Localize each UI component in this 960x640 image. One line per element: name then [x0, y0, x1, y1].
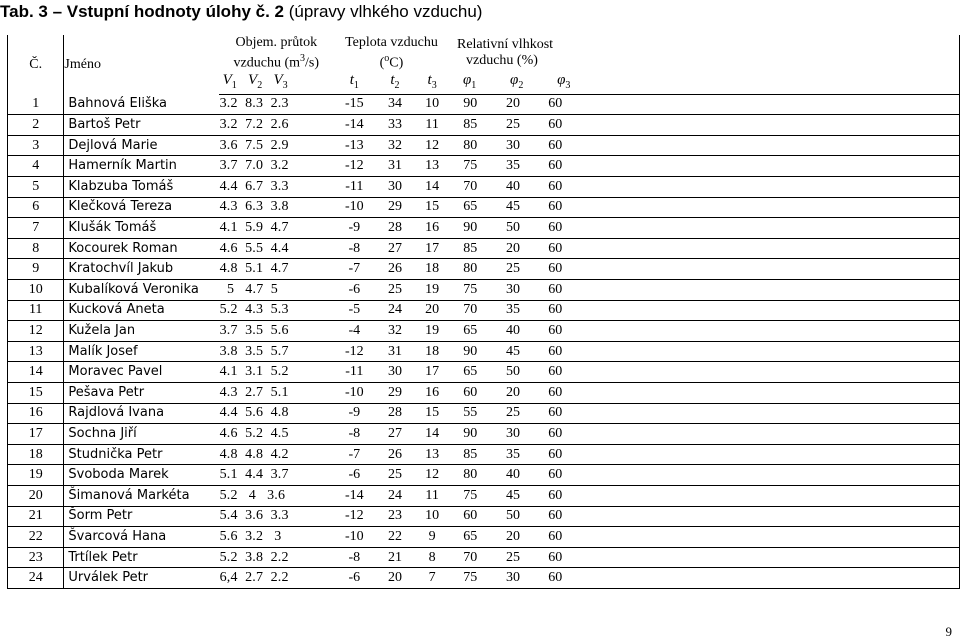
temp-t2: 28 — [375, 218, 416, 239]
row-number: 22 — [8, 527, 64, 548]
temp-t2: 25 — [375, 280, 416, 301]
temp-t3: 20 — [415, 300, 449, 321]
temp-t1: -10 — [334, 197, 375, 218]
temp-t3: 15 — [415, 403, 449, 424]
humidity-phi3: 60 — [534, 218, 959, 239]
humidity-phi1: 75 — [449, 280, 492, 301]
student-name: Kocourek Roman — [64, 238, 219, 259]
humidity-phi3: 60 — [534, 568, 959, 589]
humidity-phi1: 55 — [449, 403, 492, 424]
humidity-phi1: 65 — [449, 362, 492, 383]
flow-values: 4.4 5.6 4.8 — [219, 403, 334, 424]
temp-t1: -10 — [334, 382, 375, 403]
input-values-table — [7, 35, 960, 589]
header-temp-line1: Teplota vzduchu — [345, 35, 438, 50]
row-number: 7 — [8, 218, 64, 239]
table-row — [8, 300, 960, 321]
temp-t2: 34 — [375, 94, 416, 115]
row-number: 3 — [8, 135, 64, 156]
humidity-phi1: 80 — [449, 465, 492, 486]
humidity-phi3: 60 — [534, 444, 959, 465]
header-temp-line2: ($^o$C) — [379, 53, 404, 71]
humidity-phi2: 40 — [492, 321, 535, 342]
temp-t1: -10 — [334, 527, 375, 548]
header-t2: $t_2$ — [375, 72, 416, 95]
row-number: 5 — [8, 177, 64, 198]
header-hum-line1: Relativní vlhkost — [456, 37, 554, 53]
row-number: 16 — [8, 403, 64, 424]
humidity-phi1: 80 — [449, 259, 492, 280]
temp-t2: 24 — [375, 485, 416, 506]
temp-t1: -6 — [334, 280, 375, 301]
humidity-phi3: 60 — [534, 403, 959, 424]
humidity-phi2: 35 — [492, 156, 535, 177]
header-name: Jméno — [64, 56, 101, 72]
table-body — [8, 94, 960, 588]
header-t1: $t_1$ — [334, 72, 375, 95]
student-name: Klabzuba Tomáš — [64, 177, 219, 198]
header-hum-line2: vzduchu (%) — [465, 53, 538, 69]
table-row — [8, 403, 960, 424]
temp-t1: -11 — [334, 177, 375, 198]
humidity-phi1: 85 — [449, 444, 492, 465]
temp-t2: 28 — [375, 403, 416, 424]
humidity-phi2: 45 — [492, 341, 535, 362]
humidity-phi1: 65 — [449, 321, 492, 342]
temp-t3: 18 — [415, 259, 449, 280]
humidity-phi2: 40 — [492, 465, 535, 486]
student-name: Studnička Petr — [64, 444, 219, 465]
humidity-phi2: 30 — [492, 135, 535, 156]
temp-t1: -14 — [334, 485, 375, 506]
student-name: Hamerník Martin — [64, 156, 219, 177]
humidity-phi2: 30 — [492, 568, 535, 589]
temp-t2: 29 — [375, 382, 416, 403]
humidity-phi2: 25 — [492, 403, 535, 424]
temp-t2: 24 — [375, 300, 416, 321]
table-row — [8, 465, 960, 486]
temp-t1: -6 — [334, 568, 375, 589]
humidity-phi3: 60 — [534, 197, 959, 218]
temp-t1: -5 — [334, 300, 375, 321]
table-row — [8, 527, 960, 548]
page-number: 9 — [945, 624, 952, 639]
temp-t3: 12 — [415, 465, 449, 486]
humidity-phi1: 70 — [449, 177, 492, 198]
humidity-phi2: 20 — [492, 238, 535, 259]
temp-t3: 15 — [415, 197, 449, 218]
humidity-phi3: 60 — [534, 94, 959, 115]
humidity-phi1: 60 — [449, 506, 492, 527]
humidity-phi2: 35 — [492, 444, 535, 465]
table-row — [8, 568, 960, 589]
student-name: Sochna Jiří — [64, 424, 219, 445]
table-row — [8, 547, 960, 568]
temp-t1: -7 — [334, 444, 375, 465]
humidity-phi1: 85 — [449, 115, 492, 136]
row-number: 21 — [8, 506, 64, 527]
row-number: 20 — [8, 485, 64, 506]
temp-t3: 8 — [415, 547, 449, 568]
temp-t2: 30 — [375, 177, 416, 198]
humidity-phi2: 25 — [492, 115, 535, 136]
humidity-phi2: 45 — [492, 197, 535, 218]
humidity-phi2: 25 — [492, 259, 535, 280]
flow-values: 5.6 3.2 3 — [219, 527, 334, 548]
humidity-phi3: 60 — [534, 424, 959, 445]
temp-t3: 11 — [415, 485, 449, 506]
humidity-phi1: 70 — [449, 547, 492, 568]
temp-t2: 25 — [375, 465, 416, 486]
humidity-phi1: 90 — [449, 94, 492, 115]
table-row — [8, 485, 960, 506]
humidity-phi3: 60 — [534, 238, 959, 259]
table-row — [8, 444, 960, 465]
table-row — [8, 424, 960, 445]
table-row — [8, 94, 960, 115]
humidity-phi3: 60 — [534, 382, 959, 403]
temp-t3: 17 — [415, 238, 449, 259]
humidity-phi3: 60 — [534, 547, 959, 568]
row-number: 23 — [8, 547, 64, 568]
header-num: Č. — [8, 35, 64, 94]
row-number: 13 — [8, 341, 64, 362]
humidity-phi3: 60 — [534, 506, 959, 527]
table-row — [8, 238, 960, 259]
temp-t3: 16 — [415, 218, 449, 239]
header-phi: $\varphi_1$ $\varphi_2$ $\varphi_3$ — [449, 72, 960, 95]
humidity-phi2: 35 — [492, 300, 535, 321]
flow-values: 5.2 4.3 5.3 — [219, 300, 334, 321]
table-row — [8, 135, 960, 156]
temp-t2: 22 — [375, 527, 416, 548]
header-flow — [219, 35, 334, 72]
table-row — [8, 280, 960, 301]
flow-values: 4.8 5.1 4.7 — [219, 259, 334, 280]
humidity-phi2: 50 — [492, 506, 535, 527]
humidity-phi3: 60 — [534, 527, 959, 548]
flow-values: 4.3 2.7 5.1 — [219, 382, 334, 403]
temp-t3: 7 — [415, 568, 449, 589]
temp-t2: 31 — [375, 341, 416, 362]
humidity-phi1: 65 — [449, 197, 492, 218]
student-name: Bartoš Petr — [64, 115, 219, 136]
flow-values: 3.2 8.3 2.3 — [219, 94, 334, 115]
student-name: Šimanová Markéta — [64, 485, 219, 506]
temp-t1: -4 — [334, 321, 375, 342]
temp-t3: 17 — [415, 362, 449, 383]
row-number: 4 — [8, 156, 64, 177]
temp-t1: -14 — [334, 115, 375, 136]
student-name: Trtílek Petr — [64, 547, 219, 568]
flow-values: 4.1 5.9 4.7 — [219, 218, 334, 239]
temp-t2: 26 — [375, 444, 416, 465]
humidity-phi1: 90 — [449, 341, 492, 362]
temp-t2: 21 — [375, 547, 416, 568]
table-row — [8, 259, 960, 280]
humidity-phi3: 60 — [534, 115, 959, 136]
student-name: Klečková Tereza — [64, 197, 219, 218]
header-volumes: $V_1$ $V_2$ $V_3$ — [219, 72, 334, 95]
student-name: Bahnová Eliška — [64, 94, 219, 115]
row-number: 9 — [8, 259, 64, 280]
temp-t2: 29 — [375, 197, 416, 218]
student-name: Kucková Aneta — [64, 300, 219, 321]
humidity-phi3: 60 — [534, 465, 959, 486]
flow-values: 5 4.7 5 — [219, 280, 334, 301]
temp-t1: -12 — [334, 341, 375, 362]
temp-t3: 14 — [415, 424, 449, 445]
student-name: Malík Josef — [64, 341, 219, 362]
student-name: Moravec Pavel — [64, 362, 219, 383]
row-number: 14 — [8, 362, 64, 383]
temp-t3: 13 — [415, 156, 449, 177]
humidity-phi2: 25 — [492, 547, 535, 568]
row-number: 8 — [8, 238, 64, 259]
humidity-phi3: 60 — [534, 280, 959, 301]
flow-values: 3.7 3.5 5.6 — [219, 321, 334, 342]
temp-t1: -6 — [334, 465, 375, 486]
humidity-phi2: 40 — [492, 177, 535, 198]
student-name: Šorm Petr — [64, 506, 219, 527]
row-number: 11 — [8, 300, 64, 321]
header-temp — [334, 35, 449, 72]
humidity-phi2: 30 — [492, 424, 535, 445]
temp-t3: 9 — [415, 527, 449, 548]
header-t3: $t_3$ — [415, 72, 449, 95]
temp-t2: 32 — [375, 321, 416, 342]
humidity-phi1: 80 — [449, 135, 492, 156]
student-name: Rajdlová Ivana — [64, 403, 219, 424]
header-humidity — [449, 35, 960, 72]
temp-t2: 20 — [375, 568, 416, 589]
humidity-phi1: 75 — [449, 485, 492, 506]
temp-t3: 14 — [415, 177, 449, 198]
flow-values: 4.4 6.7 3.3 — [219, 177, 334, 198]
student-name: Klušák Tomáš — [64, 218, 219, 239]
table-row — [8, 321, 960, 342]
flow-values: 4.3 6.3 3.8 — [219, 197, 334, 218]
temp-t3: 18 — [415, 341, 449, 362]
table-row — [8, 177, 960, 198]
temp-t2: 27 — [375, 238, 416, 259]
humidity-phi3: 60 — [534, 341, 959, 362]
row-number: 17 — [8, 424, 64, 445]
temp-t3: 10 — [415, 506, 449, 527]
table-row — [8, 382, 960, 403]
humidity-phi3: 60 — [534, 259, 959, 280]
humidity-phi3: 60 — [534, 321, 959, 342]
temp-t2: 30 — [375, 362, 416, 383]
row-number: 1 — [8, 94, 64, 115]
temp-t1: -7 — [334, 259, 375, 280]
flow-values: 4.6 5.2 4.5 — [219, 424, 334, 445]
student-name: Kužela Jan — [64, 321, 219, 342]
temp-t1: -11 — [334, 362, 375, 383]
table-row — [8, 218, 960, 239]
temp-t3: 19 — [415, 321, 449, 342]
student-name: Pešava Petr — [64, 382, 219, 403]
flow-values: 3.8 3.5 5.7 — [219, 341, 334, 362]
caption-normal: (úpravy vlhkého vzduchu) — [284, 2, 483, 21]
table-row — [8, 362, 960, 383]
flow-values: 4.1 3.1 5.2 — [219, 362, 334, 383]
temp-t2: 31 — [375, 156, 416, 177]
temp-t3: 12 — [415, 135, 449, 156]
temp-t3: 11 — [415, 115, 449, 136]
humidity-phi1: 90 — [449, 424, 492, 445]
humidity-phi1: 85 — [449, 238, 492, 259]
table-caption — [0, 2, 482, 22]
humidity-phi3: 60 — [534, 485, 959, 506]
humidity-phi2: 50 — [492, 362, 535, 383]
humidity-phi2: 20 — [492, 382, 535, 403]
flow-values: 3.6 7.5 2.9 — [219, 135, 334, 156]
student-name: Kratochvíl Jakub — [64, 259, 219, 280]
flow-values: 4.8 4.8 4.2 — [219, 444, 334, 465]
row-number: 2 — [8, 115, 64, 136]
table-row — [8, 197, 960, 218]
temp-t3: 16 — [415, 382, 449, 403]
temp-t1: -12 — [334, 506, 375, 527]
row-number: 10 — [8, 280, 64, 301]
table-row — [8, 506, 960, 527]
flow-values: 5.4 3.6 3.3 — [219, 506, 334, 527]
temp-t3: 13 — [415, 444, 449, 465]
row-number: 19 — [8, 465, 64, 486]
temp-t1: -8 — [334, 238, 375, 259]
humidity-phi2: 45 — [492, 485, 535, 506]
student-name: Urválek Petr — [64, 568, 219, 589]
humidity-phi3: 60 — [534, 177, 959, 198]
temp-t2: 26 — [375, 259, 416, 280]
humidity-phi1: 60 — [449, 382, 492, 403]
humidity-phi2: 20 — [492, 94, 535, 115]
temp-t1: -8 — [334, 424, 375, 445]
humidity-phi1: 65 — [449, 527, 492, 548]
temp-t1: -15 — [334, 94, 375, 115]
humidity-phi1: 75 — [449, 568, 492, 589]
student-name: Svoboda Marek — [64, 465, 219, 486]
flow-values: 5.1 4.4 3.7 — [219, 465, 334, 486]
humidity-phi3: 60 — [534, 135, 959, 156]
table-row — [8, 115, 960, 136]
flow-values: 3.2 7.2 2.6 — [219, 115, 334, 136]
flow-values: 6,4 2.7 2.2 — [219, 568, 334, 589]
temp-t2: 23 — [375, 506, 416, 527]
flow-values: 5.2 4 3.6 — [219, 485, 334, 506]
student-name: Švarcová Hana — [64, 527, 219, 548]
humidity-phi3: 60 — [534, 362, 959, 383]
flow-values: 5.2 3.8 2.2 — [219, 547, 334, 568]
row-number: 12 — [8, 321, 64, 342]
temp-t1: -12 — [334, 156, 375, 177]
table-row — [8, 156, 960, 177]
humidity-phi2: 20 — [492, 527, 535, 548]
row-number: 6 — [8, 197, 64, 218]
student-name: Kubalíková Veronika — [64, 280, 219, 301]
humidity-phi1: 70 — [449, 300, 492, 321]
humidity-phi3: 60 — [534, 300, 959, 321]
temp-t2: 27 — [375, 424, 416, 445]
temp-t1: -9 — [334, 218, 375, 239]
temp-t1: -9 — [334, 403, 375, 424]
flow-values: 3.7 7.0 3.2 — [219, 156, 334, 177]
student-name: Dejlová Marie — [64, 135, 219, 156]
humidity-phi2: 50 — [492, 218, 535, 239]
temp-t3: 10 — [415, 94, 449, 115]
row-number: 18 — [8, 444, 64, 465]
humidity-phi1: 90 — [449, 218, 492, 239]
humidity-phi3: 60 — [534, 156, 959, 177]
temp-t3: 19 — [415, 280, 449, 301]
humidity-phi2: 30 — [492, 280, 535, 301]
temp-t1: -13 — [334, 135, 375, 156]
flow-values: 4.6 5.5 4.4 — [219, 238, 334, 259]
humidity-phi1: 75 — [449, 156, 492, 177]
header-flow-line1: Objem. průtok — [235, 35, 318, 50]
temp-t2: 32 — [375, 135, 416, 156]
row-number: 15 — [8, 382, 64, 403]
caption-bold: Tab. 3 – Vstupní hodnoty úlohy č. 2 — [0, 2, 284, 21]
row-number: 24 — [8, 568, 64, 589]
table-row — [8, 341, 960, 362]
temp-t2: 33 — [375, 115, 416, 136]
temp-t1: -8 — [334, 547, 375, 568]
header-flow-line2: vzduchu $(m^3/s)$ — [233, 53, 320, 71]
